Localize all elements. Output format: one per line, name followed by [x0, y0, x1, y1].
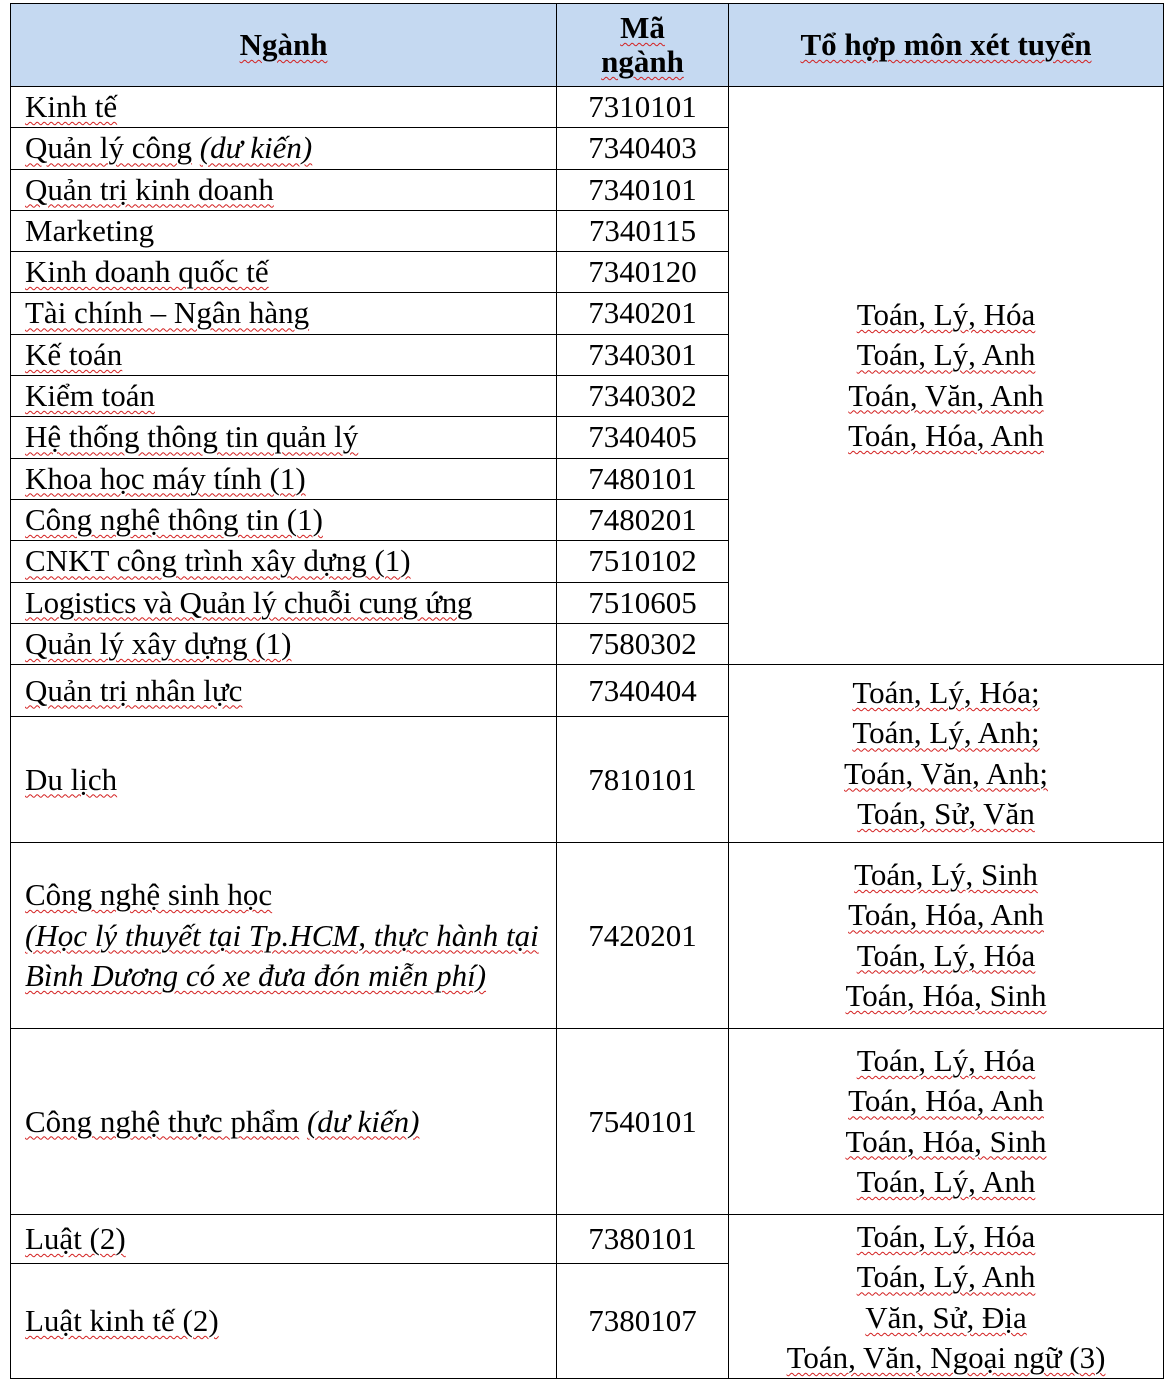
combo-group-3: Toán, Lý, Sinh Toán, Hóa, Anh Toán, Lý, Hóa Toán, Hóa, Sinh — [729, 843, 1164, 1029]
major-name: Luật (2) — [11, 1215, 557, 1264]
combo-group-5: Toán, Lý, Hóa Toán, Lý, Anh Văn, Sử, Địa Toán, Văn, Ngoại ngữ (3) — [729, 1215, 1164, 1379]
major-code: 7540101 — [557, 1029, 729, 1215]
major-code: 7510102 — [557, 541, 729, 582]
table-row — [11, 87, 1164, 128]
major-name: CNKT công trình xây dựng (1) — [11, 541, 557, 582]
major-code: 7340301 — [557, 334, 729, 375]
major-code: 7580302 — [557, 623, 729, 664]
major-name: Quản lý công (dư kiến) — [11, 128, 557, 169]
header-major: Ngành — [11, 4, 557, 87]
major-code: 7310101 — [557, 87, 729, 128]
major-name: Công nghệ thực phẩm (dư kiến) — [11, 1029, 557, 1215]
combo-group-1: Toán, Lý, Hóa Toán, Lý, Anh Toán, Văn, Anh Toán, Hóa, Anh — [729, 87, 1164, 665]
major-name: Kinh doanh quốc tế — [11, 252, 557, 293]
major-code: 7340403 — [557, 128, 729, 169]
major-name: Quản lý xây dựng (1) — [11, 623, 557, 664]
major-code: 7810101 — [557, 717, 729, 843]
major-code: 7340405 — [557, 417, 729, 458]
major-code: 7340120 — [557, 252, 729, 293]
major-name: Du lịch — [11, 717, 557, 843]
major-code: 7340115 — [557, 210, 729, 251]
major-name: Kiểm toán — [11, 376, 557, 417]
major-code: 7340302 — [557, 376, 729, 417]
combo-group-4: Toán, Lý, Hóa Toán, Hóa, Anh Toán, Hóa, Sinh Toán, Lý, Anh — [729, 1029, 1164, 1215]
major-code: 7420201 — [557, 843, 729, 1029]
major-name: Kinh tế — [11, 87, 557, 128]
combo-group-2: Toán, Lý, Hóa; Toán, Lý, Anh; Toán, Văn, Anh; Toán, Sử, Văn — [729, 665, 1164, 843]
major-name: Hệ thống thông tin quản lý — [11, 417, 557, 458]
header-code: Mã ngành — [557, 4, 729, 87]
table-row — [11, 665, 1164, 717]
header-row — [11, 4, 1164, 87]
major-name: Quản trị kinh doanh — [11, 169, 557, 210]
major-code: 7510605 — [557, 582, 729, 623]
major-name: Tài chính – Ngân hàng — [11, 293, 557, 334]
admissions-table — [10, 3, 1164, 1379]
table-row — [11, 1029, 1164, 1215]
major-name: Công nghệ thông tin (1) — [11, 499, 557, 540]
major-name: Marketing — [11, 210, 557, 251]
header-combo: Tổ hợp môn xét tuyển — [729, 4, 1164, 87]
major-code: 7380101 — [557, 1215, 729, 1264]
major-code: 7480101 — [557, 458, 729, 499]
major-code: 7340404 — [557, 665, 729, 717]
major-name: Quản trị nhân lực — [11, 665, 557, 717]
table-row — [11, 1215, 1164, 1264]
major-name: Luật kinh tế (2) — [11, 1263, 557, 1379]
major-code: 7340201 — [557, 293, 729, 334]
major-code: 7380107 — [557, 1263, 729, 1379]
major-name: Kế toán — [11, 334, 557, 375]
major-name: Khoa học máy tính (1) — [11, 458, 557, 499]
major-name: Logistics và Quản lý chuỗi cung ứng — [11, 582, 557, 623]
table-row — [11, 843, 1164, 1029]
major-code: 7340101 — [557, 169, 729, 210]
major-name: Công nghệ sinh học (Học lý thuyết tại Tp.HCM, thực hành tại Bình Dương có xe đưa đón miễn phí) — [11, 843, 557, 1029]
major-code: 7480201 — [557, 499, 729, 540]
